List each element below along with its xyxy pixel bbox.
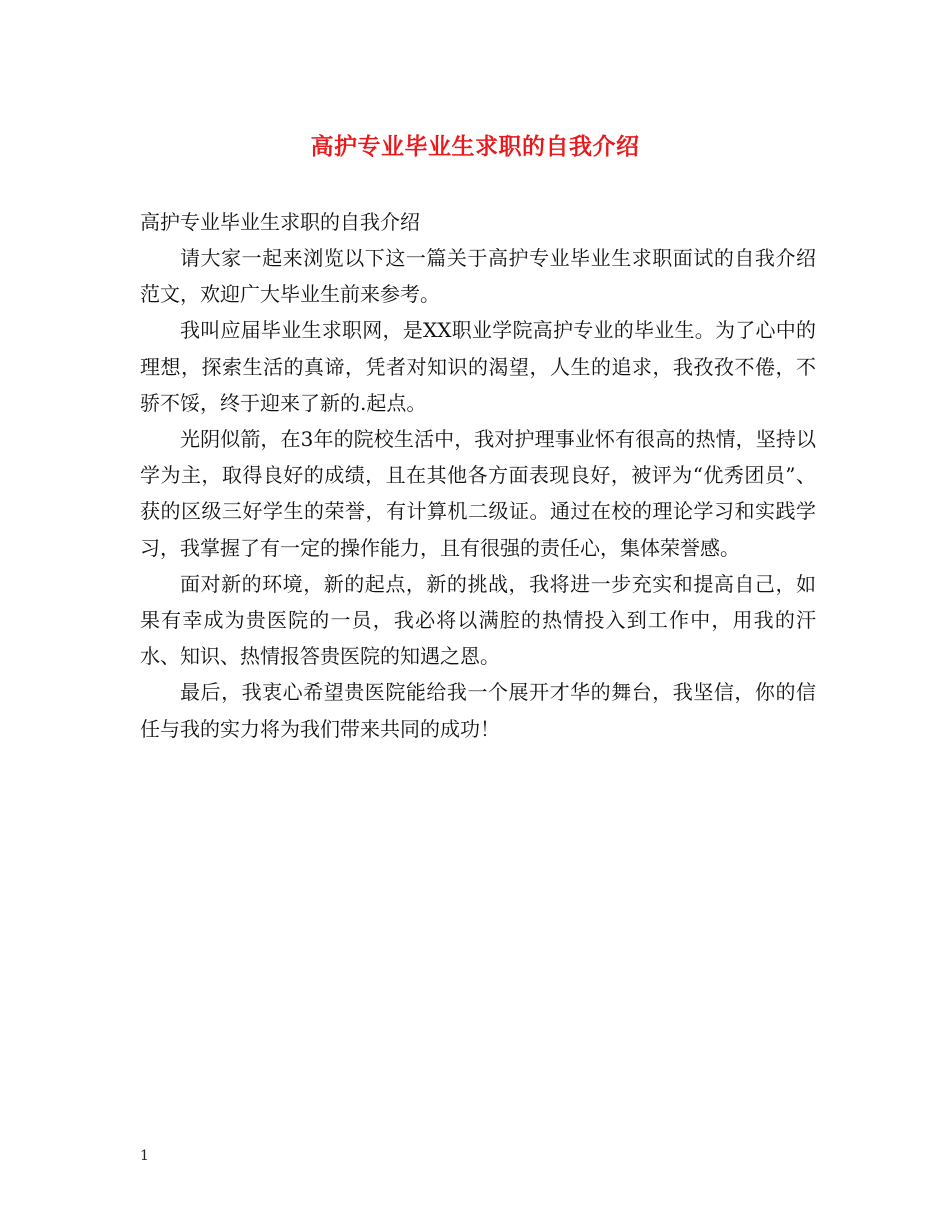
page-number: 1 <box>140 1148 149 1164</box>
document-body <box>140 204 816 747</box>
paragraph-closing: 最后，我衷心希望贵医院能给我一个展开才华的舞台，我坚信，你的信任与我的实力将为我们带来共同的成功！ <box>140 680 816 741</box>
paragraph-self-introduction: 我叫应届毕业生求职网，是XX职业学院高护专业的毕业生。为了心中的理想，探索生活的真谛，凭者对知识的渴望，人生的追求，我孜孜不倦，不骄不馁，终于迎来了新的.起点。 <box>140 318 816 415</box>
document-subtitle: 高护专业毕业生求职的自我介绍 <box>140 210 420 234</box>
paragraph-school-life: 光阴似箭，在3年的院校生活中，我对护理事业怀有很高的热情，坚持以学为主，取得良好的成绩，且在其他各方面表现良好，被评为“优秀团员”、获的区级三好学生的荣誉，有计算机二级证。通过在校的理论学习和实践学习，我掌握了有一定的操作能力，且有很强的责任心，集体荣誉感。 <box>140 427 816 560</box>
page-title: 高护专业毕业生求职的自我介绍 <box>310 133 640 160</box>
paragraph-intro: 请大家一起来浏览以下这一篇关于高护专业毕业生求职面试的自我介绍范文，欢迎广大毕业生前来参考。 <box>140 246 816 307</box>
paragraph-commitment: 面对新的环境，新的起点，新的挑战，我将进一步充实和提高自己，如果有幸成为贵医院的一员，我必将以满腔的热情投入到工作中，用我的汗水、知识、热情报答贵医院的知遇之恩。 <box>140 571 816 669</box>
